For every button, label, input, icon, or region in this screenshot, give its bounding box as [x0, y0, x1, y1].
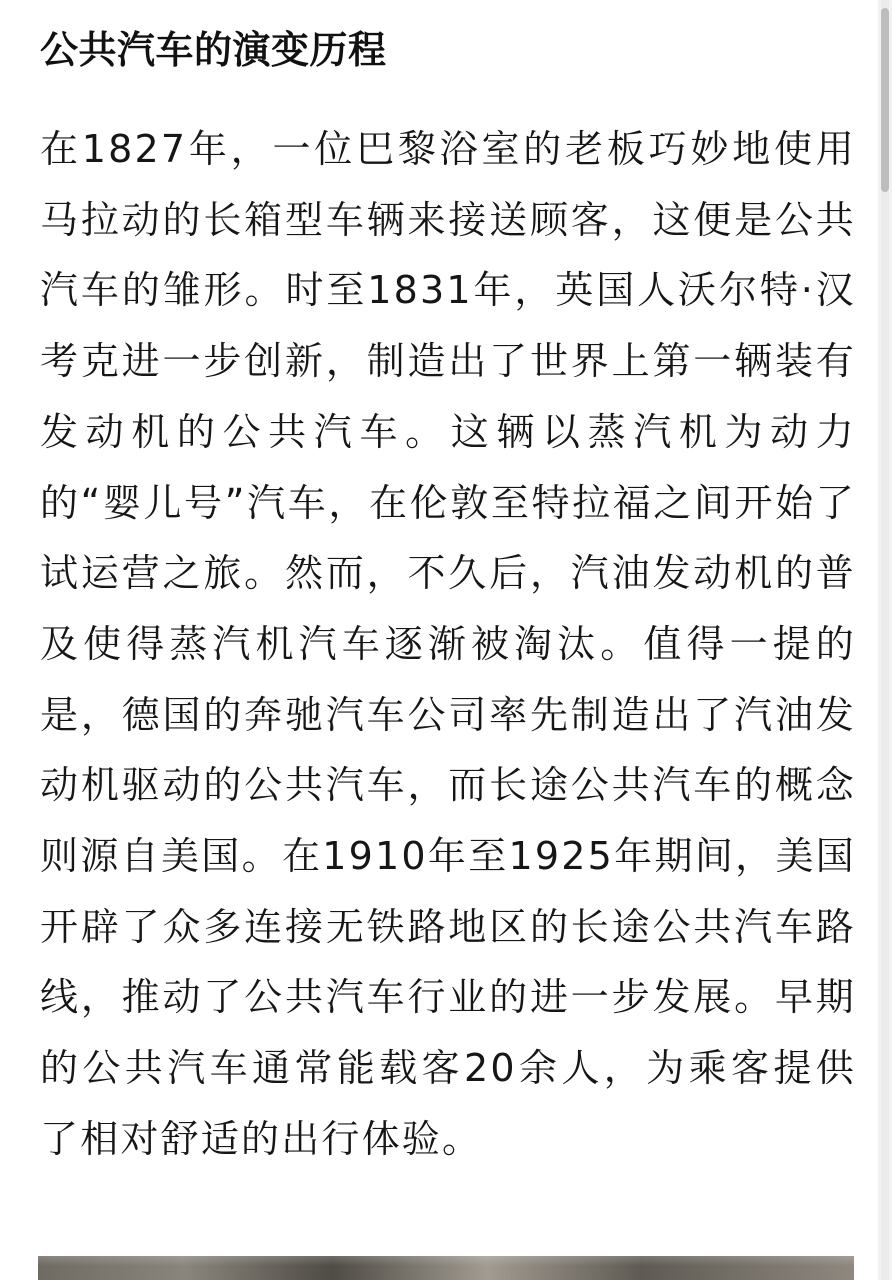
scrollbar-track[interactable] — [881, 0, 889, 1280]
article-title: 公共汽车的演变历程 — [40, 28, 387, 72]
article-photo — [38, 1256, 854, 1280]
article-body: 在1827年，一位巴黎浴室的老板巧妙地使用马拉动的长箱型车辆来接送顾客，这便是公共汽车的雏形。时至1831年，英国人沃尔特·汉考克进一步创新，制造出了世界上第一辆装有发动机的公共汽车。这辆以蒸汽机为动力的“婴儿号”汽车，在伦敦至特拉福之间开始了试运营之旅。然而，不久后，汽油发动机的普及使得蒸汽机汽车逐渐被淘汰。值得一提的是，德国的奔驰汽车公司率先制造出了汽油发动机驱动的公共汽车，而长途公共汽车的概念则源自美国。在1910年至1925年期间，美国开辟了众多连接无铁路地区的长途公共汽车路线，推动了公共汽车行业的进一步发展。早期的公共汽车通常能载客20余人，为乘客提供了相对舒适的出行体验。 — [40, 127, 856, 1161]
scrollbar-thumb[interactable] — [881, 8, 889, 192]
